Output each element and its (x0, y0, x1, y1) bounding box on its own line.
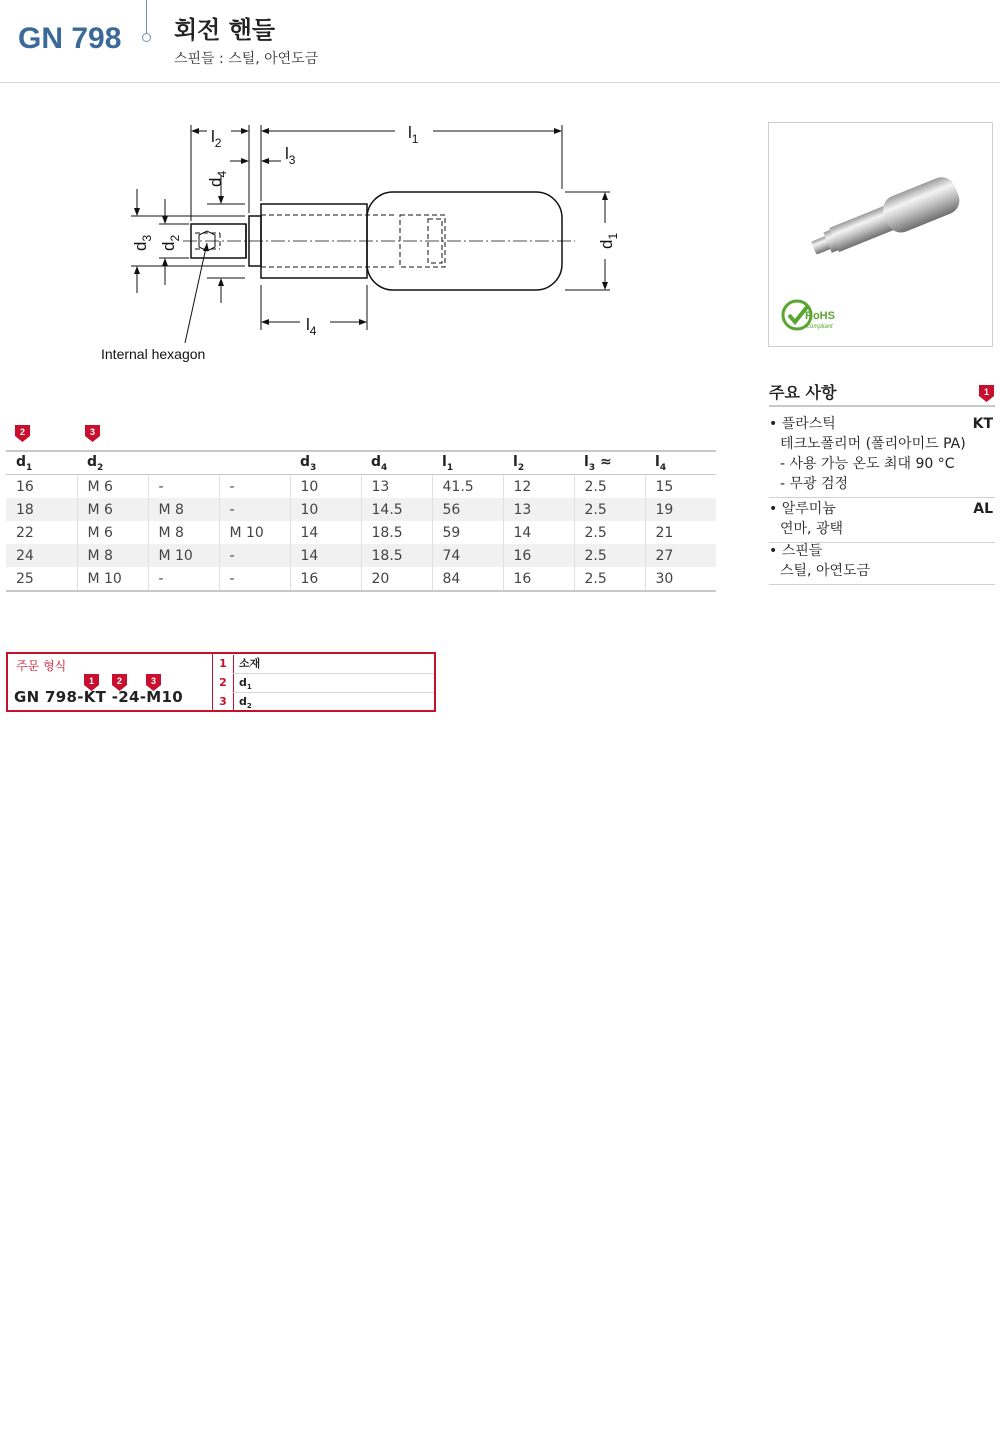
dim-label-l1: $l_1$ (408, 123, 419, 146)
table-cell: - (148, 567, 219, 591)
table-cell: 22 (6, 521, 77, 544)
table-cell: - (219, 498, 290, 521)
table-cell: 14.5 (361, 498, 432, 521)
table-cell: 18 (6, 498, 77, 521)
badge-1-icon (979, 385, 994, 402)
feature-detail: 테크노폴리머 (폴리아미드 PA) (780, 436, 966, 452)
table-cell: 16 (6, 475, 77, 499)
table-cell: 18.5 (361, 544, 432, 567)
table-row (6, 567, 716, 591)
bullet: • (769, 501, 778, 517)
table-cell: 25 (6, 567, 77, 591)
table-cell: 2.5 (574, 521, 645, 544)
features-title: 주요 사항 (769, 383, 837, 402)
rohs-label: RoHS (805, 310, 835, 322)
table-cell: - (219, 475, 290, 499)
svg-text:1: 1 (88, 676, 95, 686)
bullet: • (769, 416, 778, 432)
col-header-l3: l (584, 453, 589, 470)
table-cell: 2.5 (574, 567, 645, 591)
feature-plastic (769, 414, 995, 498)
table-cell: 20 (361, 567, 432, 591)
feature-detail: 스틸, 아연도금 (780, 563, 871, 579)
rohs-icon (783, 301, 835, 330)
dimension-table (6, 450, 716, 592)
table-cell: 74 (432, 544, 503, 567)
order-code-example: GN 798-KT -24-M10 (14, 688, 183, 706)
technical-drawing (95, 115, 655, 375)
feature-spindle (769, 541, 995, 585)
table-cell: 18.5 (361, 521, 432, 544)
table-cell: 24 (6, 544, 77, 567)
header-connector-dot (142, 33, 151, 42)
feature-separator (769, 584, 995, 585)
table-cell: 14 (290, 544, 361, 567)
dim-label-d1: $d_1$ (597, 232, 620, 249)
feature-name: 플라스틱 (781, 416, 836, 432)
table-cell: 2.5 (574, 544, 645, 567)
table-cell: - (219, 567, 290, 591)
feature-name: 알루미늄 (781, 501, 836, 517)
col-header-l2: l (513, 453, 518, 470)
feature-detail: - 사용 가능 온도 최대 90 °C (780, 456, 955, 472)
table-cell: 10 (290, 498, 361, 521)
table-cell: - (148, 475, 219, 499)
table-row (6, 498, 716, 521)
table-cell: 41.5 (432, 475, 503, 499)
dim-label-l2: $l_2$ (211, 127, 222, 150)
feature-aluminium (769, 499, 995, 543)
table-cell: 19 (645, 498, 716, 521)
table-cell: 59 (432, 521, 503, 544)
table-row (6, 475, 716, 499)
svg-text:2: 2 (19, 427, 26, 437)
order-label: 주문 형식 (16, 659, 67, 673)
header-divider (0, 82, 1000, 83)
col-header-l4: l (655, 453, 660, 470)
feature-separator (769, 497, 995, 498)
table-cell: 30 (645, 567, 716, 591)
svg-text:3: 3 (150, 676, 157, 686)
table-cell: 15 (655, 478, 674, 495)
table-cell: 10 (290, 475, 361, 499)
order-legend-row: 3 $d_2$ (219, 695, 252, 711)
col-header-d4: d (371, 453, 382, 470)
table-row (6, 521, 716, 544)
feature-detail: - 무광 검정 (780, 476, 849, 492)
product-title: 회전 핸들 (174, 16, 276, 44)
features-divider (769, 405, 995, 407)
order-legend-row: 2 $d_1$ (219, 676, 252, 692)
dim-label-d4: $d_4$ (206, 170, 229, 187)
table-cell: M 8 (148, 498, 219, 521)
table-cell: M 6 (77, 475, 148, 499)
bullet: • (769, 543, 778, 559)
table-cell: 13 (503, 498, 574, 521)
internal-hexagon-callout: Internal hexagon (101, 346, 206, 362)
svg-text:2: 2 (116, 676, 123, 686)
feature-code: AL (973, 501, 993, 517)
feature-detail: 연마, 광택 (780, 521, 843, 537)
dim-label-l4: $l_4$ (306, 315, 317, 338)
table-header-row: $d_1$ $d_2$ $d_3$ $d_4$ $l_1$ $l_2$ $l_3$ ≈ $l_4$ (6, 451, 716, 475)
dim-label-l3: $l_3$ (285, 144, 296, 167)
product-render (769, 123, 992, 346)
badge-3-icon (85, 425, 100, 442)
product-subtitle: 스핀들 : 스틸, 아연도금 (174, 51, 319, 67)
svg-text:1: 1 (983, 387, 990, 397)
order-example-box (6, 652, 436, 712)
table-cell: 16 (503, 544, 574, 567)
header-connector-line (146, 0, 147, 34)
table-cell: 2.5 (574, 475, 645, 499)
dim-label-d3: $d_3$ (131, 234, 154, 251)
table-cell: 21 (655, 524, 674, 541)
table-cell: M 6 (77, 521, 148, 544)
order-legend-row: 1 소재 (213, 655, 434, 673)
table-cell: 12 (503, 475, 574, 499)
product-code: GN 798 (18, 22, 122, 55)
table-cell: 84 (432, 567, 503, 591)
col-header-d2: d (87, 453, 98, 470)
feature-name: 스핀들 (781, 543, 823, 559)
table-cell: 56 (432, 498, 503, 521)
rohs-sublabel: compliant (807, 324, 833, 330)
table-cell: 27 (645, 544, 716, 567)
col-header-l1: l (442, 453, 447, 470)
table-cell: M 8 (148, 521, 219, 544)
table-cell: 16 (290, 567, 361, 591)
col-header-d1: d (16, 453, 27, 470)
table-cell: 16 (503, 567, 574, 591)
badge-2-icon (15, 425, 30, 442)
product-photo (768, 122, 993, 347)
dim-label-d2: $d_2$ (159, 234, 182, 251)
table-cell: 14 (290, 521, 361, 544)
table-row (6, 544, 716, 567)
table-cell: - (219, 544, 290, 567)
table-cell: M 8 (77, 544, 148, 567)
table-cell: 2.5 (574, 498, 645, 521)
table-cell: M 10 (77, 567, 148, 591)
table-cell: M 10 (148, 544, 219, 567)
table-cell: M 6 (77, 498, 148, 521)
feature-code: KT (972, 416, 993, 432)
table-cell: M 10 (219, 521, 290, 544)
table-cell: 14 (503, 521, 574, 544)
col-header-d3: d (300, 453, 311, 470)
svg-text:3: 3 (89, 427, 96, 437)
table-cell: 13 (361, 475, 432, 499)
